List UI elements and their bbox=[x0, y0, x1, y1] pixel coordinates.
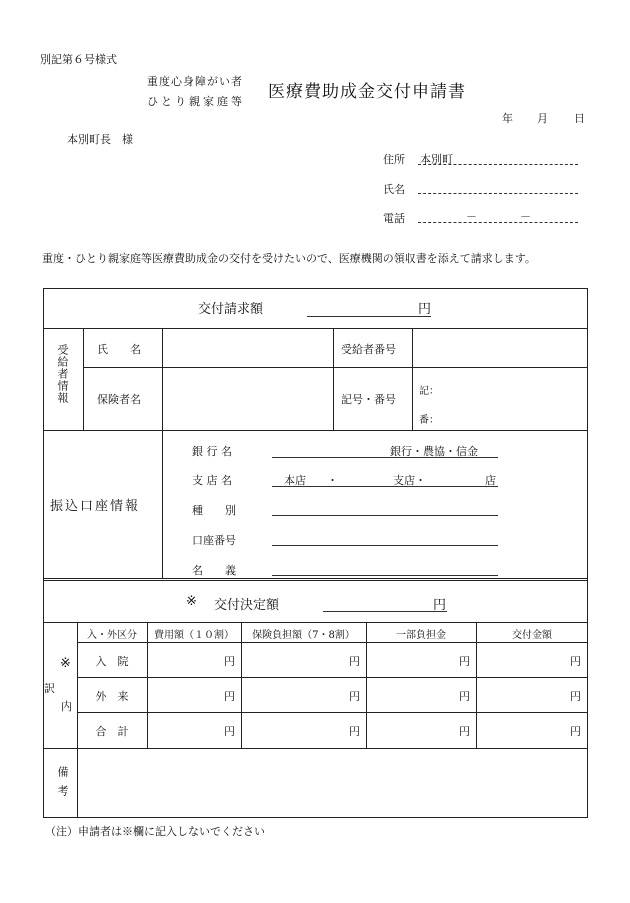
recipient-name-label: 氏 名 bbox=[97, 343, 141, 356]
account-holder-line[interactable] bbox=[272, 575, 498, 576]
request-amount-line[interactable] bbox=[307, 316, 431, 317]
table-cell: 円 bbox=[570, 725, 581, 738]
bank-name-suffix: 銀行・農協・信金 bbox=[390, 445, 478, 458]
page-title: 医療費助成金交付申請書 bbox=[268, 82, 466, 102]
column-header: 入・外区分 bbox=[87, 630, 137, 641]
decision-mark: ※ bbox=[186, 594, 197, 609]
branch-label: 支 店 名 bbox=[192, 474, 232, 487]
table-cell: 円 bbox=[224, 725, 235, 738]
account-number-label: 口座番号 bbox=[192, 534, 236, 547]
date-month: 月 bbox=[537, 112, 548, 125]
phone-separator: － bbox=[520, 210, 531, 223]
table-cell: 円 bbox=[349, 725, 360, 738]
account-type-label: 種 別 bbox=[192, 504, 236, 517]
table-cell: 円 bbox=[459, 725, 470, 738]
title-prefix-line2: ひとり親家庭等 bbox=[147, 95, 245, 108]
table-cell: 円 bbox=[224, 690, 235, 703]
table-cell: 円 bbox=[349, 655, 360, 668]
phone-line[interactable] bbox=[418, 222, 578, 223]
footnote: （注）申請者は※欄に記入しないでください bbox=[45, 825, 265, 838]
branch-option-branch: 支店・ bbox=[393, 474, 426, 487]
addressee: 本別町長 様 bbox=[67, 133, 133, 146]
table-cell: 円 bbox=[224, 655, 235, 668]
address-line bbox=[418, 164, 578, 165]
title-prefix-line1: 重度心身障がい者 bbox=[147, 75, 243, 88]
bank-section-label: 振込口座情報 bbox=[50, 499, 141, 514]
symbol-label: 記： bbox=[419, 386, 439, 397]
recipient-section-label: 受給者情報 bbox=[56, 344, 69, 404]
request-amount-label: 交付請求額 bbox=[198, 302, 264, 317]
account-number-line[interactable] bbox=[272, 545, 498, 546]
date-year: 年 bbox=[502, 112, 513, 125]
decision-amount-label: 交付決定額 bbox=[214, 598, 280, 613]
column-header: 費用額（１０割） bbox=[154, 630, 234, 641]
branch-line[interactable] bbox=[272, 486, 498, 487]
column-header: 保険負担額（7・8割） bbox=[252, 630, 355, 641]
breakdown-mark: ※ bbox=[60, 656, 71, 671]
bank-name-label: 銀 行 名 bbox=[192, 445, 232, 458]
row-label-total: 合 計 bbox=[95, 725, 129, 738]
table-cell: 円 bbox=[349, 690, 360, 703]
phone-label: 電話 bbox=[383, 212, 405, 225]
account-type-line[interactable] bbox=[272, 515, 498, 516]
address-value[interactable]: 本別町 bbox=[420, 153, 453, 166]
date-day: 日 bbox=[574, 112, 585, 125]
phone-separator: － bbox=[466, 210, 477, 223]
statement: 重度・ひとり親家庭等医療費助成金の交付を受けたいので、医療機関の領収書を添えて請求します。 bbox=[42, 252, 536, 265]
breakdown-side-label: 訳 bbox=[44, 682, 55, 695]
row-label-inpatient: 入 院 bbox=[95, 655, 129, 668]
symbol-number-label: 記号・番号 bbox=[341, 393, 396, 406]
name-label: 氏名 bbox=[383, 183, 405, 196]
branch-option-store: 店 bbox=[485, 474, 496, 487]
column-header: 交付金額 bbox=[512, 630, 552, 641]
request-amount-unit: 円 bbox=[418, 302, 432, 317]
table-cell: 円 bbox=[459, 690, 470, 703]
remarks-label: 備考 bbox=[56, 766, 69, 804]
row-label-outpatient: 外 来 bbox=[95, 690, 129, 703]
name-line[interactable] bbox=[418, 193, 578, 194]
decision-amount-line bbox=[323, 611, 447, 612]
table-cell: 円 bbox=[570, 690, 581, 703]
address-label: 住所 bbox=[383, 153, 405, 166]
breakdown-side-label: 内 bbox=[61, 700, 72, 713]
number-label: 番： bbox=[419, 415, 439, 426]
account-holder-label: 名 義 bbox=[192, 564, 236, 577]
branch-option-main: 本店 bbox=[284, 474, 306, 487]
insurer-label: 保険者名 bbox=[97, 393, 141, 406]
recipient-number-label: 受給者番号 bbox=[341, 343, 396, 356]
branch-option-separator: ・ bbox=[327, 474, 338, 487]
decision-amount-unit: 円 bbox=[433, 598, 447, 613]
form-number: 別記第６号様式 bbox=[40, 53, 117, 66]
table-cell: 円 bbox=[570, 655, 581, 668]
column-header: 一部負担金 bbox=[396, 630, 446, 641]
table-cell: 円 bbox=[459, 655, 470, 668]
bank-name-line[interactable] bbox=[272, 457, 498, 458]
